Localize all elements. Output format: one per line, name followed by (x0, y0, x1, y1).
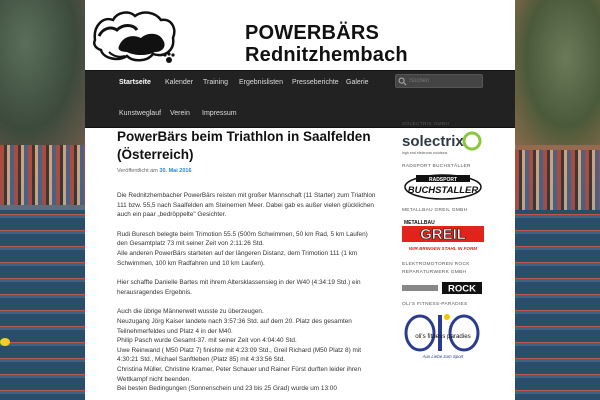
page-container (85, 0, 515, 400)
olis-logo-text: oli's fitness paradies (415, 333, 471, 340)
olis-logo-sub: Aus Liebe zum Sport (422, 354, 464, 359)
solectrix-logo-text: solectrix (402, 133, 464, 150)
main-navigation (85, 70, 515, 107)
site-title-line2: Rednitzhembach (245, 44, 408, 66)
site-title[interactable] (245, 22, 408, 66)
nav-item-galerie[interactable]: Galerie (346, 79, 369, 86)
background-crowd-left (0, 145, 85, 205)
article-date-link[interactable]: 30. Mai 2016 (159, 168, 192, 174)
greil-logo[interactable] (402, 217, 484, 255)
site-title-line1: POWERBÄRS (245, 22, 380, 44)
buchstaller-logo[interactable] (402, 173, 484, 201)
paragraph: Neuzugang Jörg Kaiser landete nach 3:57:36 Std. auf dem 20. Platz des gesamten Teilnehmerfeldes und Platz 4 in der M40. (117, 317, 352, 335)
paragraph: Auch die übrige Männerwelt wusste zu überzeugen. (117, 308, 264, 316)
solectrix-logo[interactable] (402, 131, 484, 157)
sponsor-title-olis: OLI'S FITNESS-PARADIES (402, 302, 468, 307)
paragraph: Uwe Reinwand ( M50 Platz 7) finishte mit 4:23:09 Std., Greil Richard (M50 Platz 8) mit 4:30:21 Std., Michael Sanftleben (Platz 85) mit 4:33:56 Std. (117, 346, 362, 364)
background-water-left (0, 210, 85, 400)
greil-logo-text: GREIL (420, 226, 466, 243)
rock-logo[interactable] (402, 281, 484, 295)
nav-item-ergebnislisten[interactable]: Ergebnislisten (239, 79, 283, 86)
paragraph: Christina Müller, Christine Kramer, Peter Schauer und Rainer Fürst durften leider ihren Wettkampf nicht beenden. (117, 365, 362, 383)
search-input[interactable] (407, 76, 479, 86)
olis-logo[interactable] (402, 311, 484, 363)
site-logo[interactable] (89, 6, 181, 66)
nav-item-kunstweglauf[interactable]: Kunstweglauf (119, 110, 162, 117)
article-title[interactable]: PowerBärs beim Triathlon in Saalfelden (Österreich) (117, 129, 371, 162)
rock-logo-text: ROCK (448, 283, 476, 295)
sponsor-title-rock: ELEKTROMOTOREN ROCK REPARATURWERK GMBH (402, 262, 470, 275)
background-swimmer-cap (0, 338, 10, 346)
paragraph: Die Rednitzhembacher PowerBärs reisten mit großer Mannschaft (11 Starter) zum Triathlon 111 bzw. 55,5 nach Saalfelden am Steinernen Meer. Dabei gab es außer vielen glücklichen auch ein paar „bedröppelte" Gesichter. (117, 192, 376, 219)
sponsor-title-buchstaller: RADSPORT BUCHSTÄLLER (402, 164, 471, 169)
nav-item-verein[interactable]: Verein (170, 110, 190, 117)
meta-prefix: Veröffentlicht am (117, 168, 158, 174)
nav-item-kalender[interactable]: Kalender (165, 79, 194, 86)
nav-item-impressum[interactable]: Impressum (202, 110, 237, 117)
article-meta (117, 168, 377, 174)
background-trees-right (515, 0, 600, 145)
greil-logo-sub: WIR BRINGEN STAHL IN FORM (408, 246, 478, 251)
paragraph: Hier schaffte Danielle Bartes mit ihrem Altersklassensieg in der W40 (4:34:19 Std.) ein herausragendes Ergebnis. (117, 279, 361, 296)
greil-logo-top: METALLBAU (404, 220, 435, 226)
paragraph: Alle anderen PowerBärs starteten auf der längeren Distanz, dem Trimotion 111 (1 km Schwimmen, 100 km Radfahren und 10 km Laufen). (117, 249, 358, 267)
nav-item-training[interactable]: Training (203, 79, 229, 86)
background-water-right (515, 210, 600, 400)
paragraph: Bei besten Bedingungen (Sonnenschein und 23 bis 25 Grad) wurde um 13:00 (117, 385, 337, 393)
background-crowd-right (515, 150, 600, 210)
article (117, 128, 377, 394)
buchstaller-logo-text: BUCHSTALLER (407, 185, 479, 196)
sponsor-title-solectrix: SOLECTRIX GMBH (402, 122, 450, 127)
background-trees-left (0, 0, 85, 145)
sidebar (402, 122, 502, 363)
sponsor-title-greil: METALLBAU GREIL GMBH (402, 208, 468, 213)
search-icon (398, 77, 407, 86)
site-header (85, 0, 515, 70)
nav-item-startseite[interactable]: Startseite (119, 79, 151, 86)
buchstaller-logo-top: RADSPORT (428, 176, 458, 183)
solectrix-logo-sub: high end electronic solutions (402, 151, 448, 155)
article-content (117, 191, 377, 394)
nav-item-presseberichte[interactable]: Presseberichte (292, 79, 339, 86)
search-box[interactable] (395, 74, 483, 88)
paragraph: Rudi Buresch belegte beim Trimotion 55.5 (500m Schwimmen, 50 km Rad, 5 km Laufen) den Gesamtplatz 73 mit seiner Zeit von 2:11:26 Std. (117, 230, 368, 248)
paragraph: Philip Pasch wurde Gesamt-37. mit seiner Zeit von 4:04:40 Std. (117, 337, 297, 345)
